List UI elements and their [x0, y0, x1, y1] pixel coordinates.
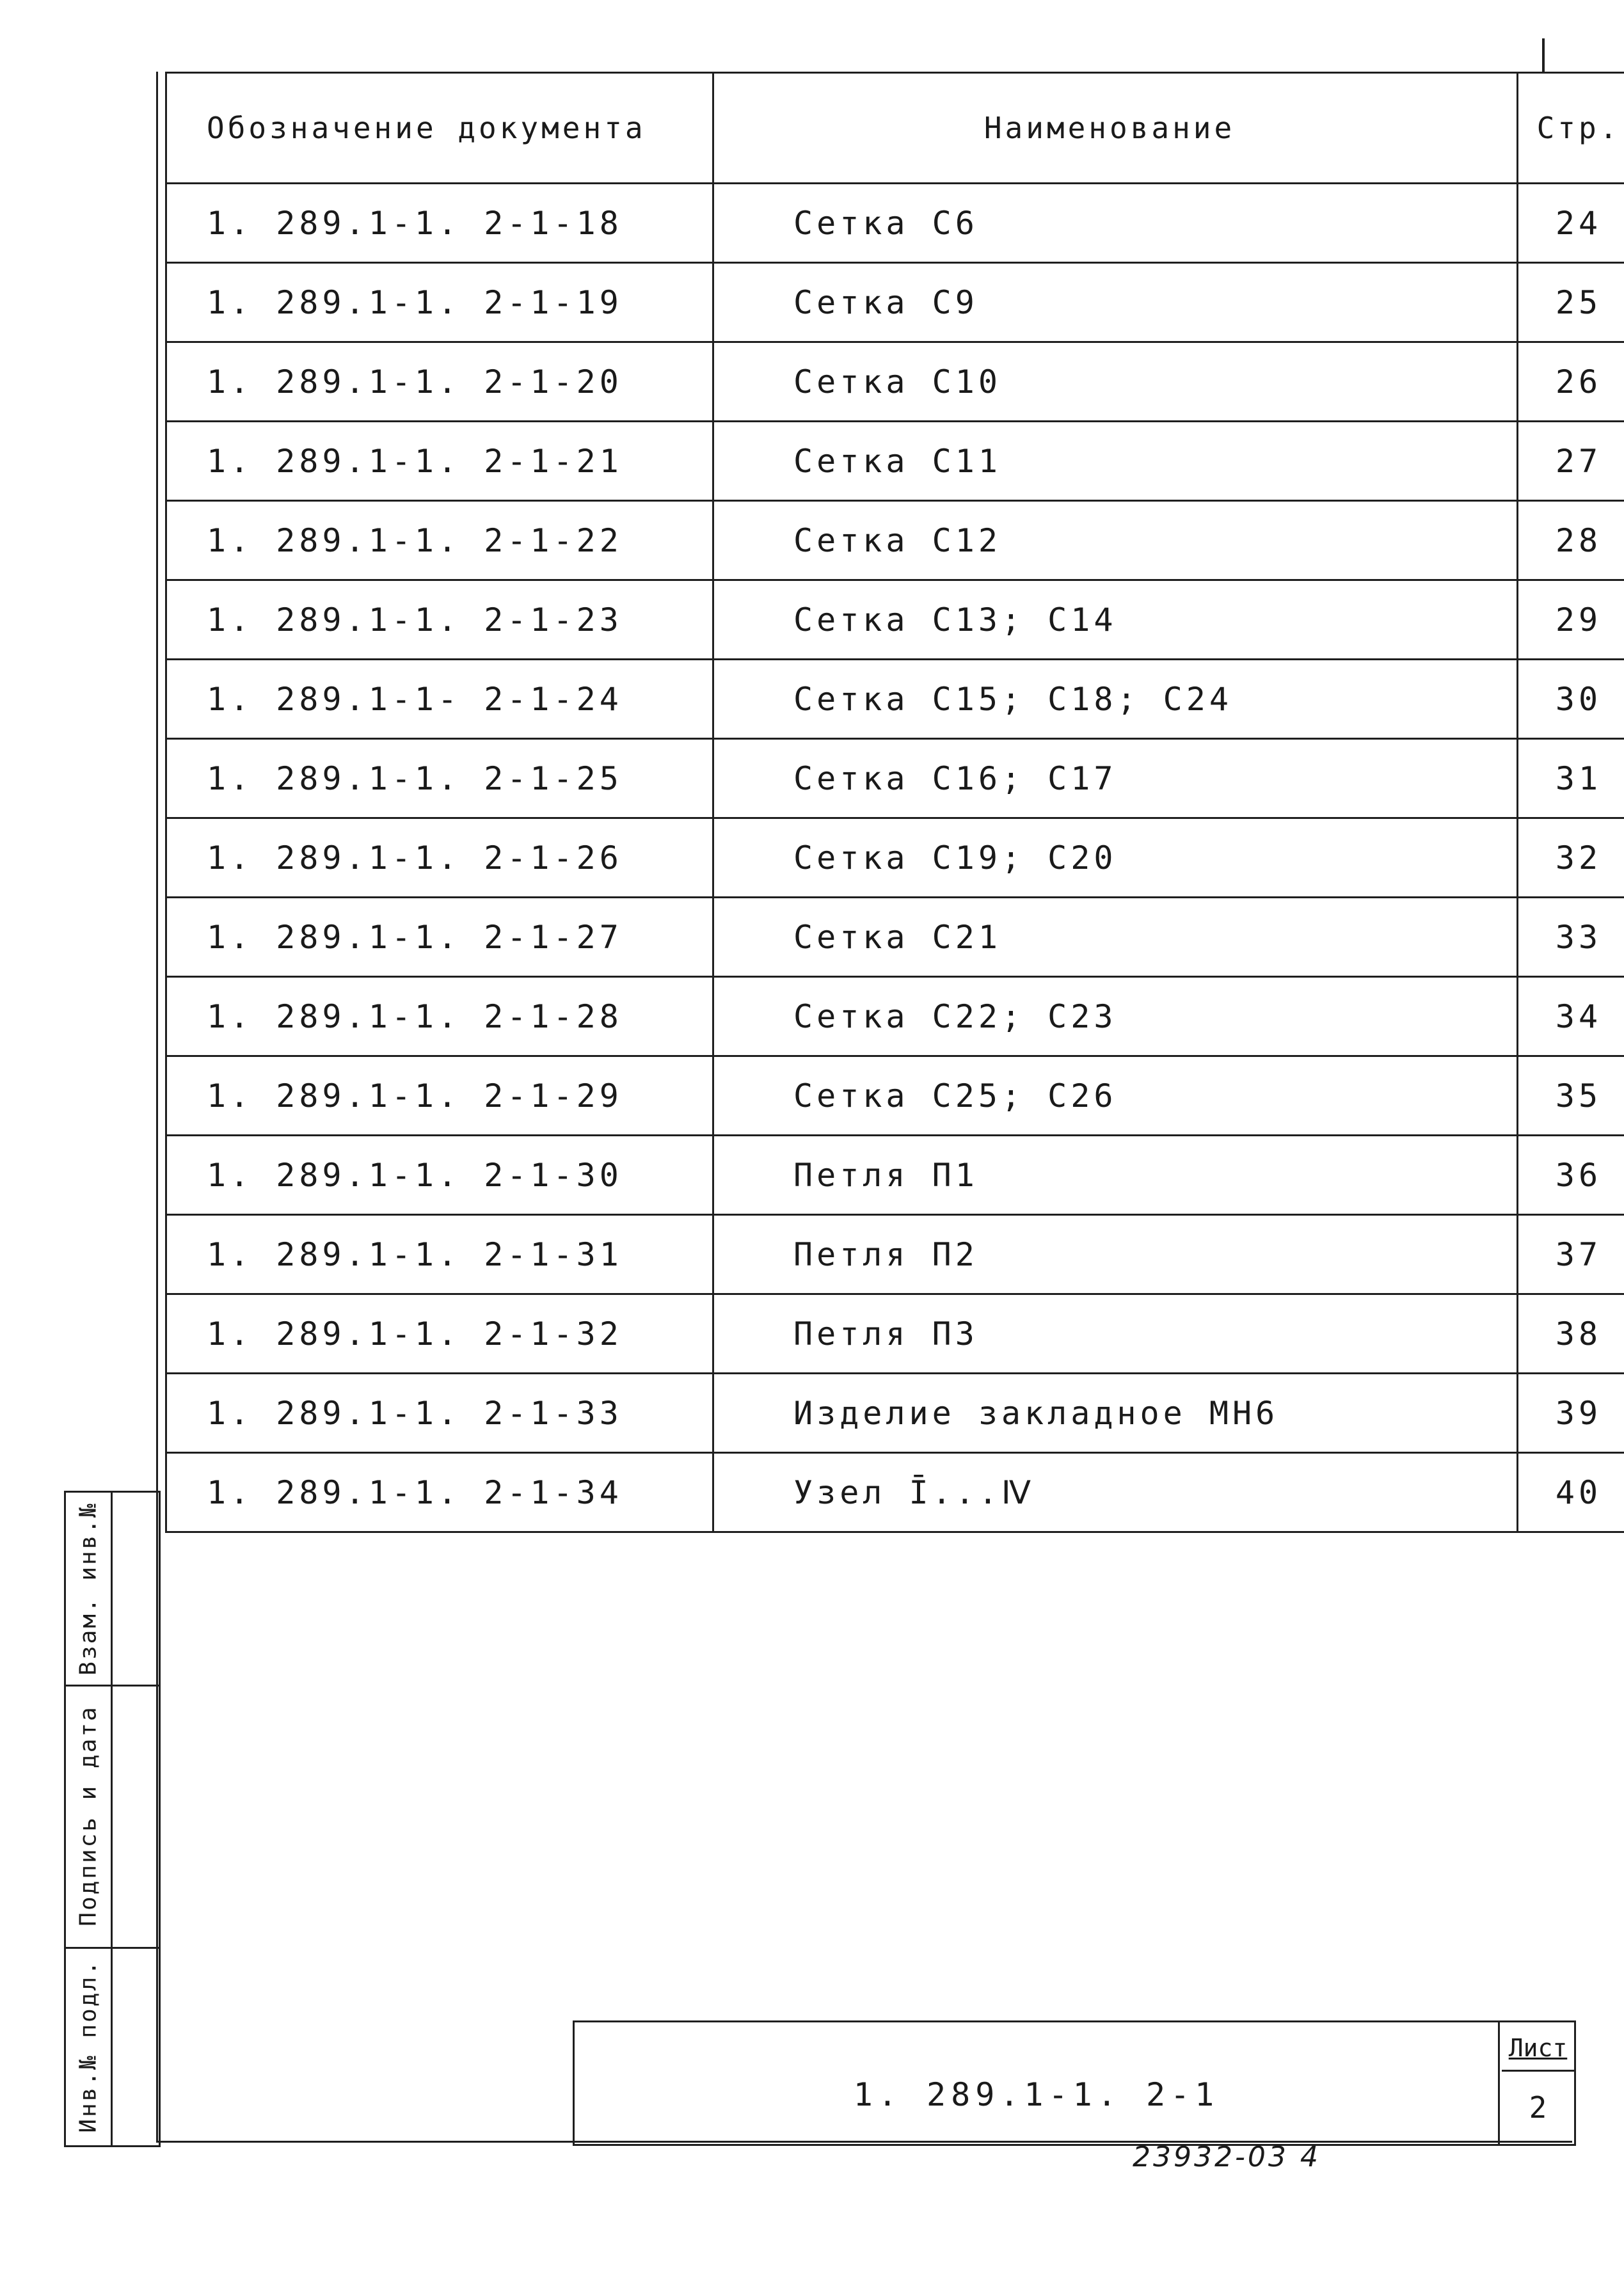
row-code: 1. 289.1-1- 2-1-24 — [166, 660, 713, 739]
table-row — [166, 1294, 1624, 1374]
row-page: 27 — [1518, 422, 1624, 501]
row-code: 1. 289.1-1. 2-1-22 — [166, 501, 713, 580]
table-row — [166, 1136, 1624, 1215]
row-code: 1. 289.1-1. 2-1-19 — [166, 263, 713, 342]
table-row — [166, 1056, 1624, 1136]
row-page: 29 — [1518, 580, 1624, 660]
table-row — [166, 660, 1624, 739]
row-code: 1. 289.1-1. 2-1-31 — [166, 1215, 713, 1294]
row-code: 1. 289.1-1. 2-1-27 — [166, 898, 713, 977]
row-name: Сетка С19; С20 — [713, 818, 1518, 898]
table-row — [166, 739, 1624, 818]
table-body — [166, 184, 1624, 1532]
table-row — [166, 501, 1624, 580]
table-row — [166, 580, 1624, 660]
row-code: 1. 289.1-1. 2-1-21 — [166, 422, 713, 501]
table-row — [166, 898, 1624, 977]
table-row — [166, 1215, 1624, 1294]
archive-stamp-code: 23932-03 4 — [1133, 2141, 1321, 2173]
row-code: 1. 289.1-1. 2-1-20 — [166, 342, 713, 422]
row-code: 1. 289.1-1. 2-1-32 — [166, 1294, 713, 1374]
row-code: 1. 289.1-1. 2-1-33 — [166, 1374, 713, 1453]
table-header-row — [166, 73, 1624, 184]
row-page: 24 — [1518, 184, 1624, 263]
row-page: 40 — [1518, 1453, 1624, 1532]
table-row — [166, 422, 1624, 501]
row-page: 34 — [1518, 977, 1624, 1056]
row-code: 1. 289.1-1. 2-1-28 — [166, 977, 713, 1056]
row-code: 1. 289.1-1. 2-1-18 — [166, 184, 713, 263]
title-block — [573, 2020, 1576, 2146]
row-name: Сетка С11 — [713, 422, 1518, 501]
side-stamp — [64, 1491, 161, 2147]
side-cell-inv-original — [66, 1947, 159, 2145]
header-name: Наименование — [713, 73, 1518, 184]
table-row — [166, 1453, 1624, 1532]
row-page: 35 — [1518, 1056, 1624, 1136]
table-row — [166, 977, 1624, 1056]
row-name: Сетка С13; С14 — [713, 580, 1518, 660]
row-page: 26 — [1518, 342, 1624, 422]
row-page: 25 — [1518, 263, 1624, 342]
row-name: Сетка С25; С26 — [713, 1056, 1518, 1136]
row-name: Сетка С6 — [713, 184, 1518, 263]
row-name: Сетка С21 — [713, 898, 1518, 977]
row-name: Изделие закладное МН6 — [713, 1374, 1518, 1453]
row-page: 33 — [1518, 898, 1624, 977]
row-page: 31 — [1518, 739, 1624, 818]
row-page: 32 — [1518, 818, 1624, 898]
row-page: 30 — [1518, 660, 1624, 739]
row-code: 1. 289.1-1. 2-1-29 — [166, 1056, 713, 1136]
side-cell-signature — [66, 1685, 159, 1949]
side-label-inv-replace: Взам. инв.№ — [75, 1502, 102, 1676]
row-name: Петля П1 — [713, 1136, 1518, 1215]
row-page: 38 — [1518, 1294, 1624, 1374]
table-row — [166, 184, 1624, 263]
table-row — [166, 1374, 1624, 1453]
row-name: Сетка С9 — [713, 263, 1518, 342]
side-label-inv-original: Инв.№ подл. — [75, 1959, 102, 2133]
row-page: 36 — [1518, 1136, 1624, 1215]
row-name: Сетка С22; С23 — [713, 977, 1518, 1056]
row-name: Сетка С15; С18; С24 — [713, 660, 1518, 739]
row-code: 1. 289.1-1. 2-1-34 — [166, 1453, 713, 1532]
table-row — [166, 342, 1624, 422]
table-row — [166, 818, 1624, 898]
sheet-label: Лист — [1502, 2022, 1574, 2072]
row-name: Узел Ī...Ⅳ — [713, 1453, 1518, 1532]
side-label-signature: Подпись и дата — [75, 1705, 102, 1926]
side-cell-inv-replace — [66, 1493, 159, 1687]
row-name: Петля П3 — [713, 1294, 1518, 1374]
document-code: 1. 289.1-1. 2-1 — [575, 2022, 1500, 2144]
row-code: 1. 289.1-1. 2-1-25 — [166, 739, 713, 818]
row-name: Сетка С12 — [713, 501, 1518, 580]
table-row — [166, 263, 1624, 342]
row-code: 1. 289.1-1. 2-1-26 — [166, 818, 713, 898]
contents-table — [165, 72, 1624, 1533]
row-code: 1. 289.1-1. 2-1-23 — [166, 580, 713, 660]
row-page: 37 — [1518, 1215, 1624, 1294]
row-name: Сетка С10 — [713, 342, 1518, 422]
row-name: Петля П2 — [713, 1215, 1518, 1294]
sheet-number: 2 — [1529, 2090, 1547, 2125]
header-code: Обозначение документа — [166, 73, 713, 184]
row-name: Сетка С16; С17 — [713, 739, 1518, 818]
row-code: 1. 289.1-1. 2-1-30 — [166, 1136, 713, 1215]
corner-mark — [1542, 38, 1545, 72]
row-page: 39 — [1518, 1374, 1624, 1453]
row-page: 28 — [1518, 501, 1624, 580]
header-page: Стр. — [1518, 73, 1624, 184]
